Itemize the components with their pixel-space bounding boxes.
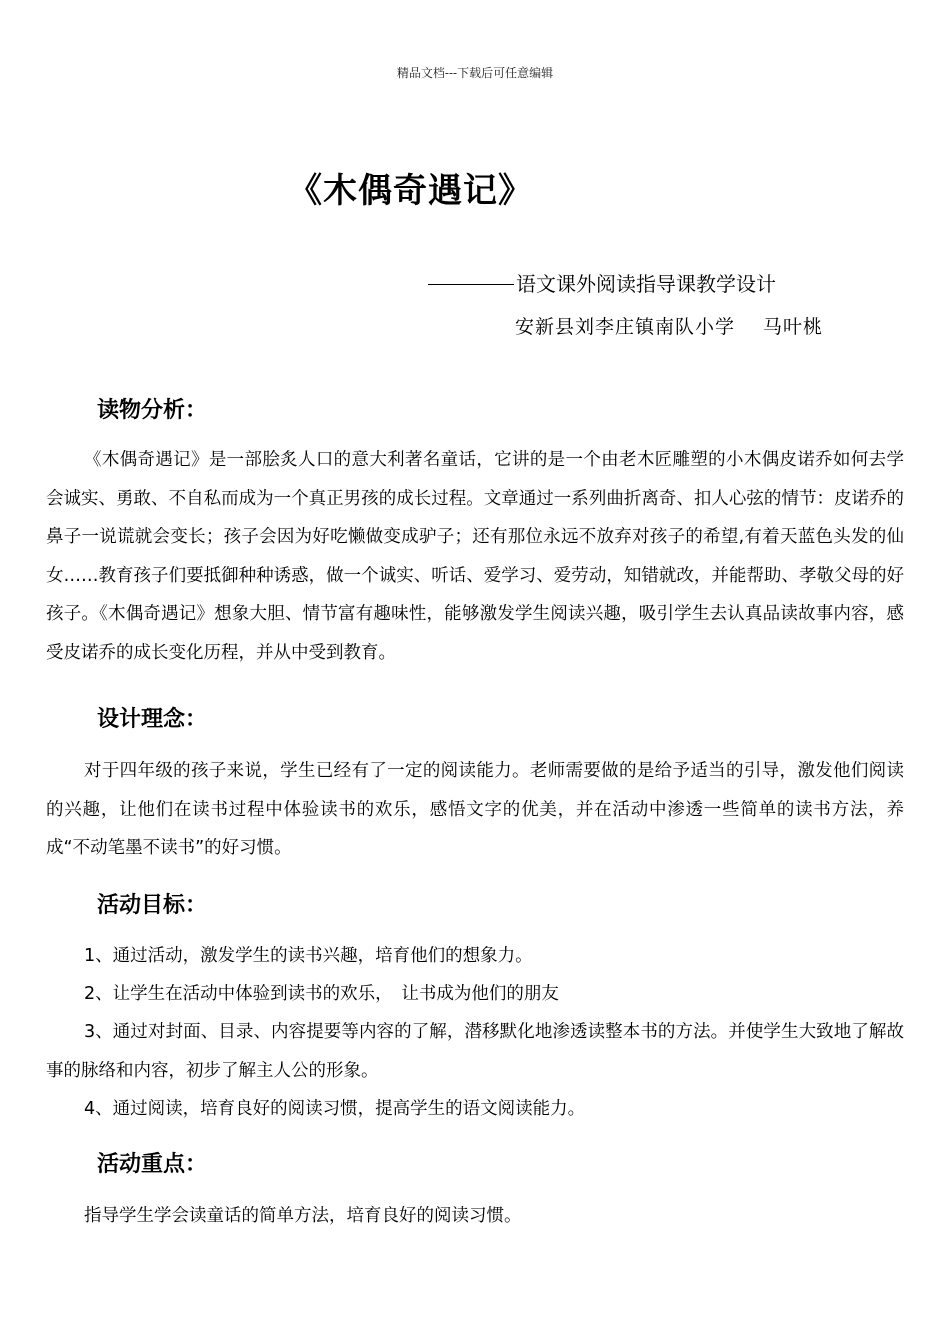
author-school: 安新县刘李庄镇南队小学 [515, 316, 736, 338]
document-title: 《木偶奇遇记》 [288, 171, 533, 211]
subtitle-dash [428, 284, 514, 285]
heading-focus: 活动重点： [97, 1152, 208, 1177]
heading-analysis: 读物分析： [97, 398, 208, 423]
goal-item: 2、让学生在活动中体验到读书的欢乐， 让书成为他们的朋友 [84, 984, 559, 1004]
goal-item: 1、通过活动，激发学生的读书兴趣，培育他们的想象力。 [84, 946, 533, 966]
goal-item: 3、通过对封面、目录、内容提要等内容的了解，潜移默化地渗透读整本书的方法。并使学生大致地了解故事的脉络和内容，初步了解主人公的形象。 [46, 1022, 904, 1081]
heading-goals: 活动目标： [97, 893, 208, 918]
heading-concept: 设计理念： [97, 707, 208, 732]
paragraph-focus: 指导学生学会读童话的简单方法，培育良好的阅读习惯。 [84, 1206, 522, 1226]
header-note: 精品文档---下载后可任意编辑 [396, 66, 554, 80]
goal-item: 4、通过阅读，培育良好的阅读习惯，提高学生的语文阅读能力。 [84, 1099, 586, 1119]
subtitle [428, 268, 776, 297]
paragraph-analysis: 《木偶奇遇记》是一部脍炙人口的意大利著名童话，它讲的是一个由老木匠雕塑的小木偶皮诺乔如何去学会诚实、勇敢、不自私而成为一个真正男孩的成长过程。文章通过一系列曲折离奇、扣人心弦的情节：皮诺乔的鼻子一说谎就会变长；孩子会因为好吃懒做变成驴子；还有那位永远不放弃对孩子的希望,有着天蓝色头发的仙女……教育孩子们要抵御种种诱惑，做一个诚实、听话、爱学习、爱劳动，知错就改，并能帮助、孝敬父母的好孩子。《木偶奇遇记》想象大胆、情节富有趣味性，能够激发学生阅读兴趣，吸引学生去认真品读故事内容，感受皮诺乔的成长变化历程，并从中受到教育。 [46, 450, 904, 663]
paragraph-concept: 对于四年级的孩子来说，学生已经有了一定的阅读能力。老师需要做的是给予适当的引导，激发他们阅读的兴趣，让他们在读书过程中体验读书的欢乐，感悟文字的优美，并在活动中渗透一些简单的读书方法，养成“不动笔墨不读书”的好习惯。 [46, 761, 904, 858]
author-name: 马叶桃 [763, 316, 824, 338]
subtitle-text: 语文课外阅读指导课教学设计 [516, 272, 776, 296]
author-line [515, 312, 823, 339]
